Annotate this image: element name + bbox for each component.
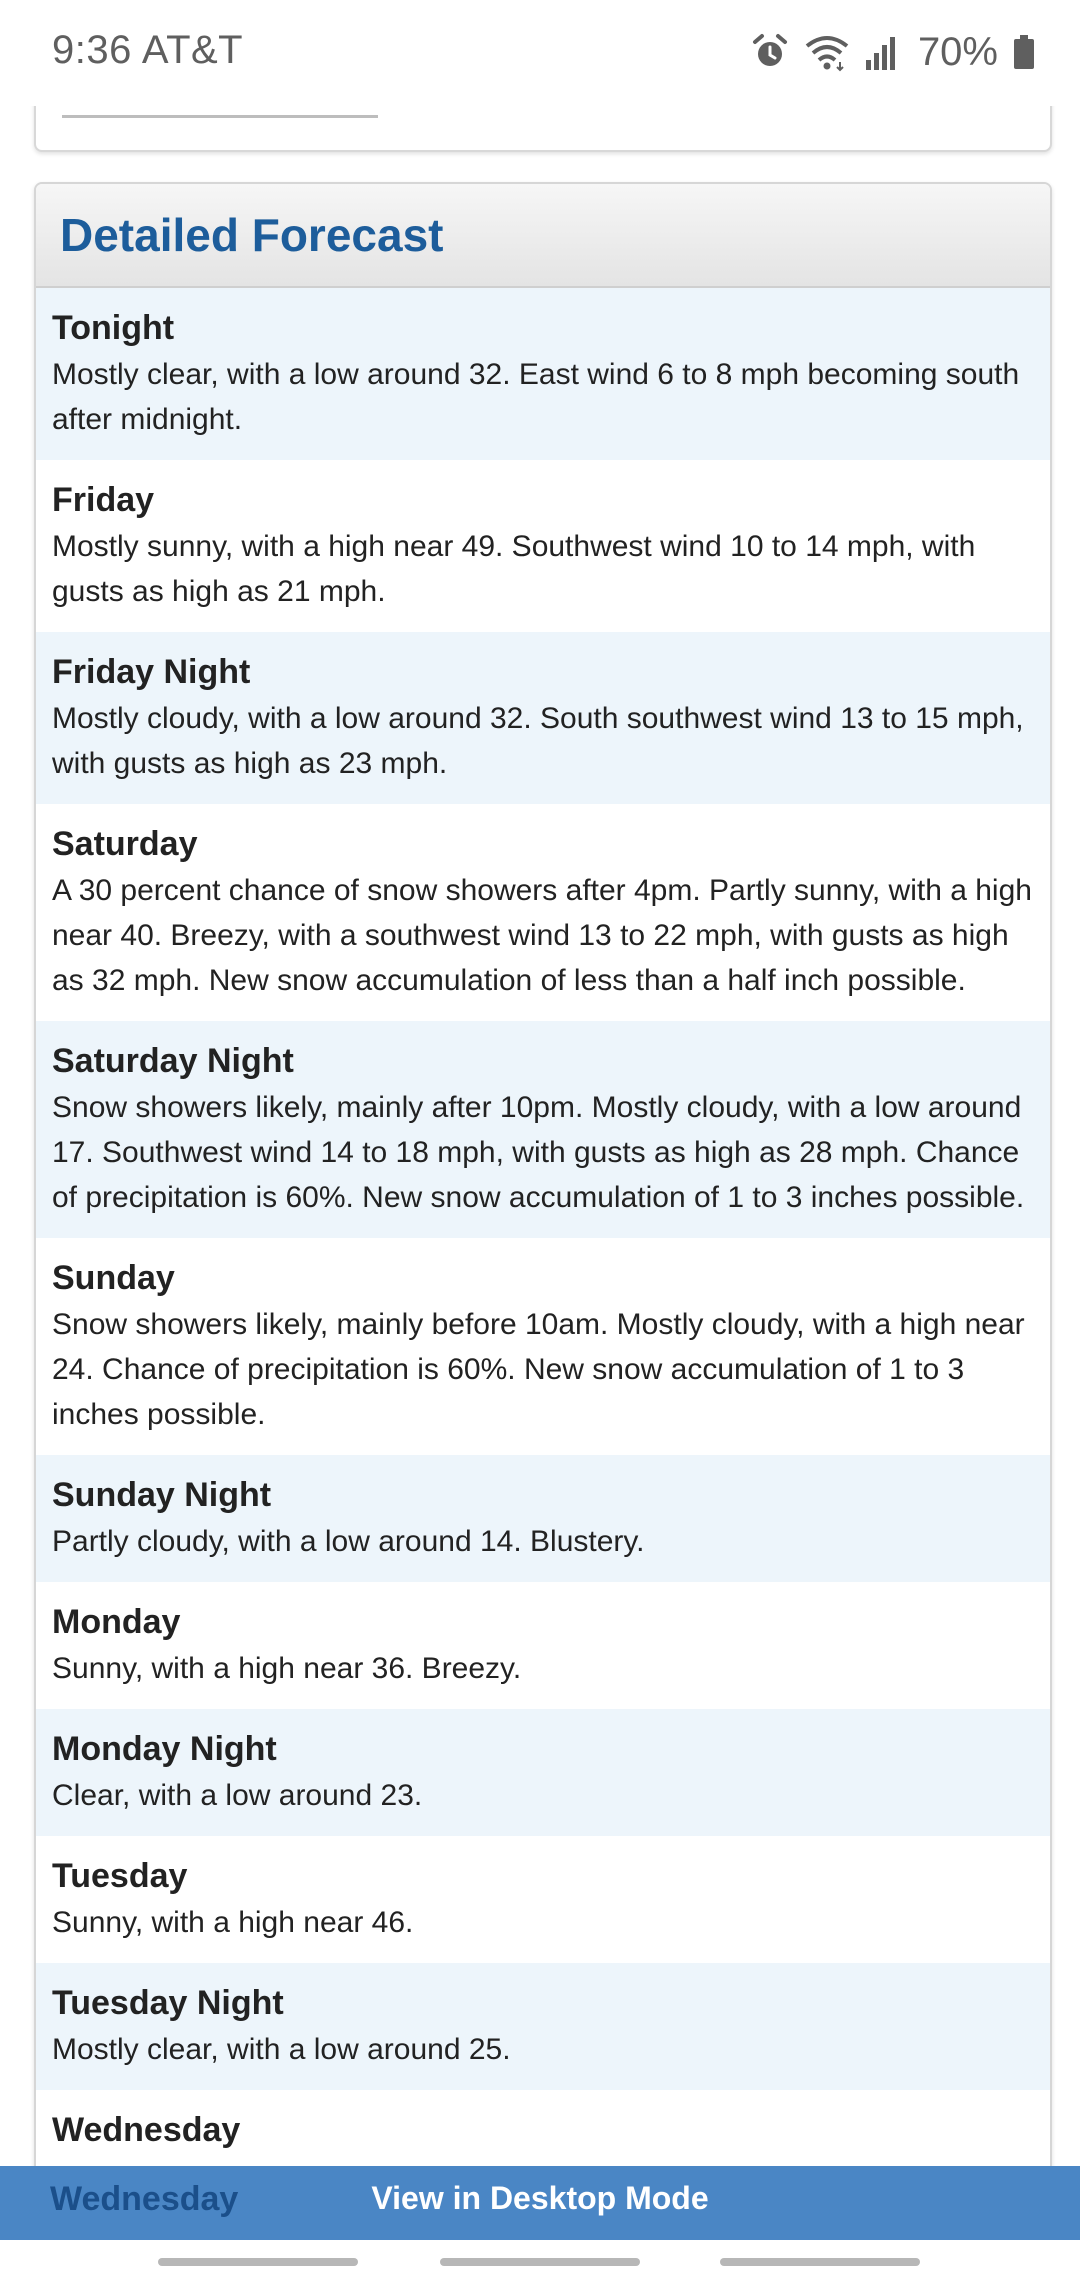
forecast-text: Snow showers likely, mainly after 10pm. Mostly cloudy, with a low around 17. Southwest wind 14 to 18 mph, with gusts as high as 28 mph. Chance of precipitation is 60%. New snow accumulation of 1 to 3 inches possible. bbox=[52, 1091, 1025, 1214]
alarm-icon bbox=[750, 32, 790, 72]
forecast-label: Wednesday bbox=[52, 2111, 241, 2149]
status-bar bbox=[0, 0, 1080, 106]
forecast-row-saturday bbox=[36, 804, 1050, 1021]
nav-home-pill[interactable] bbox=[440, 2258, 640, 2266]
forecast-text: Mostly clear, with a low around 25. bbox=[52, 2033, 511, 2066]
view-desktop-mode-button[interactable] bbox=[0, 2166, 1080, 2240]
forecast-row-friday-night bbox=[36, 632, 1050, 804]
battery-percent: 70% bbox=[917, 29, 998, 74]
forecast-label: Monday Night bbox=[52, 1730, 277, 1768]
forecast-row-monday-night bbox=[36, 1709, 1050, 1836]
battery-icon bbox=[1012, 32, 1036, 72]
forecast-label: Sunday Night bbox=[52, 1476, 272, 1514]
signal-icon bbox=[864, 32, 898, 72]
forecast-row-saturday-night bbox=[36, 1021, 1050, 1238]
status-carrier: AT&T bbox=[141, 28, 244, 72]
status-right bbox=[750, 24, 1036, 80]
forecast-text: Sunny, with a high near 46. bbox=[52, 1906, 414, 1939]
forecast-row-tonight bbox=[36, 288, 1050, 460]
nav-back-pill[interactable] bbox=[720, 2258, 920, 2266]
desktop-bar-peek-label: Wednesday bbox=[50, 2180, 239, 2218]
forecast-label: Tonight bbox=[52, 309, 175, 347]
forecast-text: A 30 percent chance of snow showers after 4pm. Partly sunny, with a high near 40. Breezy, with a southwest wind 13 to 22 mph, with gusts as high as 32 mph. New snow accumulation of less than a half inch possible. bbox=[52, 874, 1032, 997]
panel-heading bbox=[36, 184, 1050, 288]
forecast-label: Tuesday Night bbox=[52, 1984, 284, 2022]
forecast-label: Friday bbox=[52, 481, 155, 519]
forecast-row-tuesday-night bbox=[36, 1963, 1050, 2090]
forecast-text: Snow showers likely, mainly before 10am. Mostly cloudy, with a high near 24. Chance of precipitation is 60%. New snow accumulation of 1 to 3 inches possible. bbox=[52, 1308, 1025, 1431]
forecast-row-monday bbox=[36, 1582, 1050, 1709]
previous-panel-underline bbox=[62, 115, 378, 118]
forecast-label: Tuesday bbox=[52, 1857, 188, 1895]
panel-title: Detailed Forecast bbox=[60, 209, 444, 261]
status-time: 9:36 bbox=[52, 28, 132, 72]
forecast-label: Friday Night bbox=[52, 653, 251, 691]
wifi-icon bbox=[804, 32, 850, 72]
forecast-row-sunday bbox=[36, 1238, 1050, 1455]
forecast-text: Mostly sunny, with a high near 49. Southwest wind 10 to 14 mph, with gusts as high as 21 mph. bbox=[52, 530, 976, 608]
forecast-row-tuesday bbox=[36, 1836, 1050, 1963]
forecast-row-sunday-night bbox=[36, 1455, 1050, 1582]
navigation-bar bbox=[0, 2240, 1080, 2280]
nav-recents-pill[interactable] bbox=[158, 2258, 358, 2266]
forecast-label: Sunday bbox=[52, 1259, 175, 1297]
forecast-label: Saturday bbox=[52, 825, 198, 863]
forecast-text: Clear, with a low around 23. bbox=[52, 1779, 423, 1812]
forecast-label: Monday bbox=[52, 1603, 181, 1641]
forecast-row-wednesday bbox=[36, 2090, 1050, 2172]
detailed-forecast-panel bbox=[34, 182, 1052, 2280]
forecast-text: Mostly clear, with a low around 32. East wind 6 to 8 mph becoming south after midnight. bbox=[52, 358, 1020, 436]
forecast-text: Mostly cloudy, with a low around 32. South southwest wind 13 to 15 mph, with gusts as high as 23 mph. bbox=[52, 702, 1024, 780]
forecast-label: Saturday Night bbox=[52, 1042, 294, 1080]
forecast-row-friday bbox=[36, 460, 1050, 632]
forecast-text: Sunny, with a high near 36. Breezy. bbox=[52, 1652, 522, 1685]
status-left bbox=[52, 28, 253, 73]
desktop-mode-label: View in Desktop Mode bbox=[371, 2180, 709, 2216]
forecast-text: Partly cloudy, with a low around 14. Blustery. bbox=[52, 1525, 645, 1558]
